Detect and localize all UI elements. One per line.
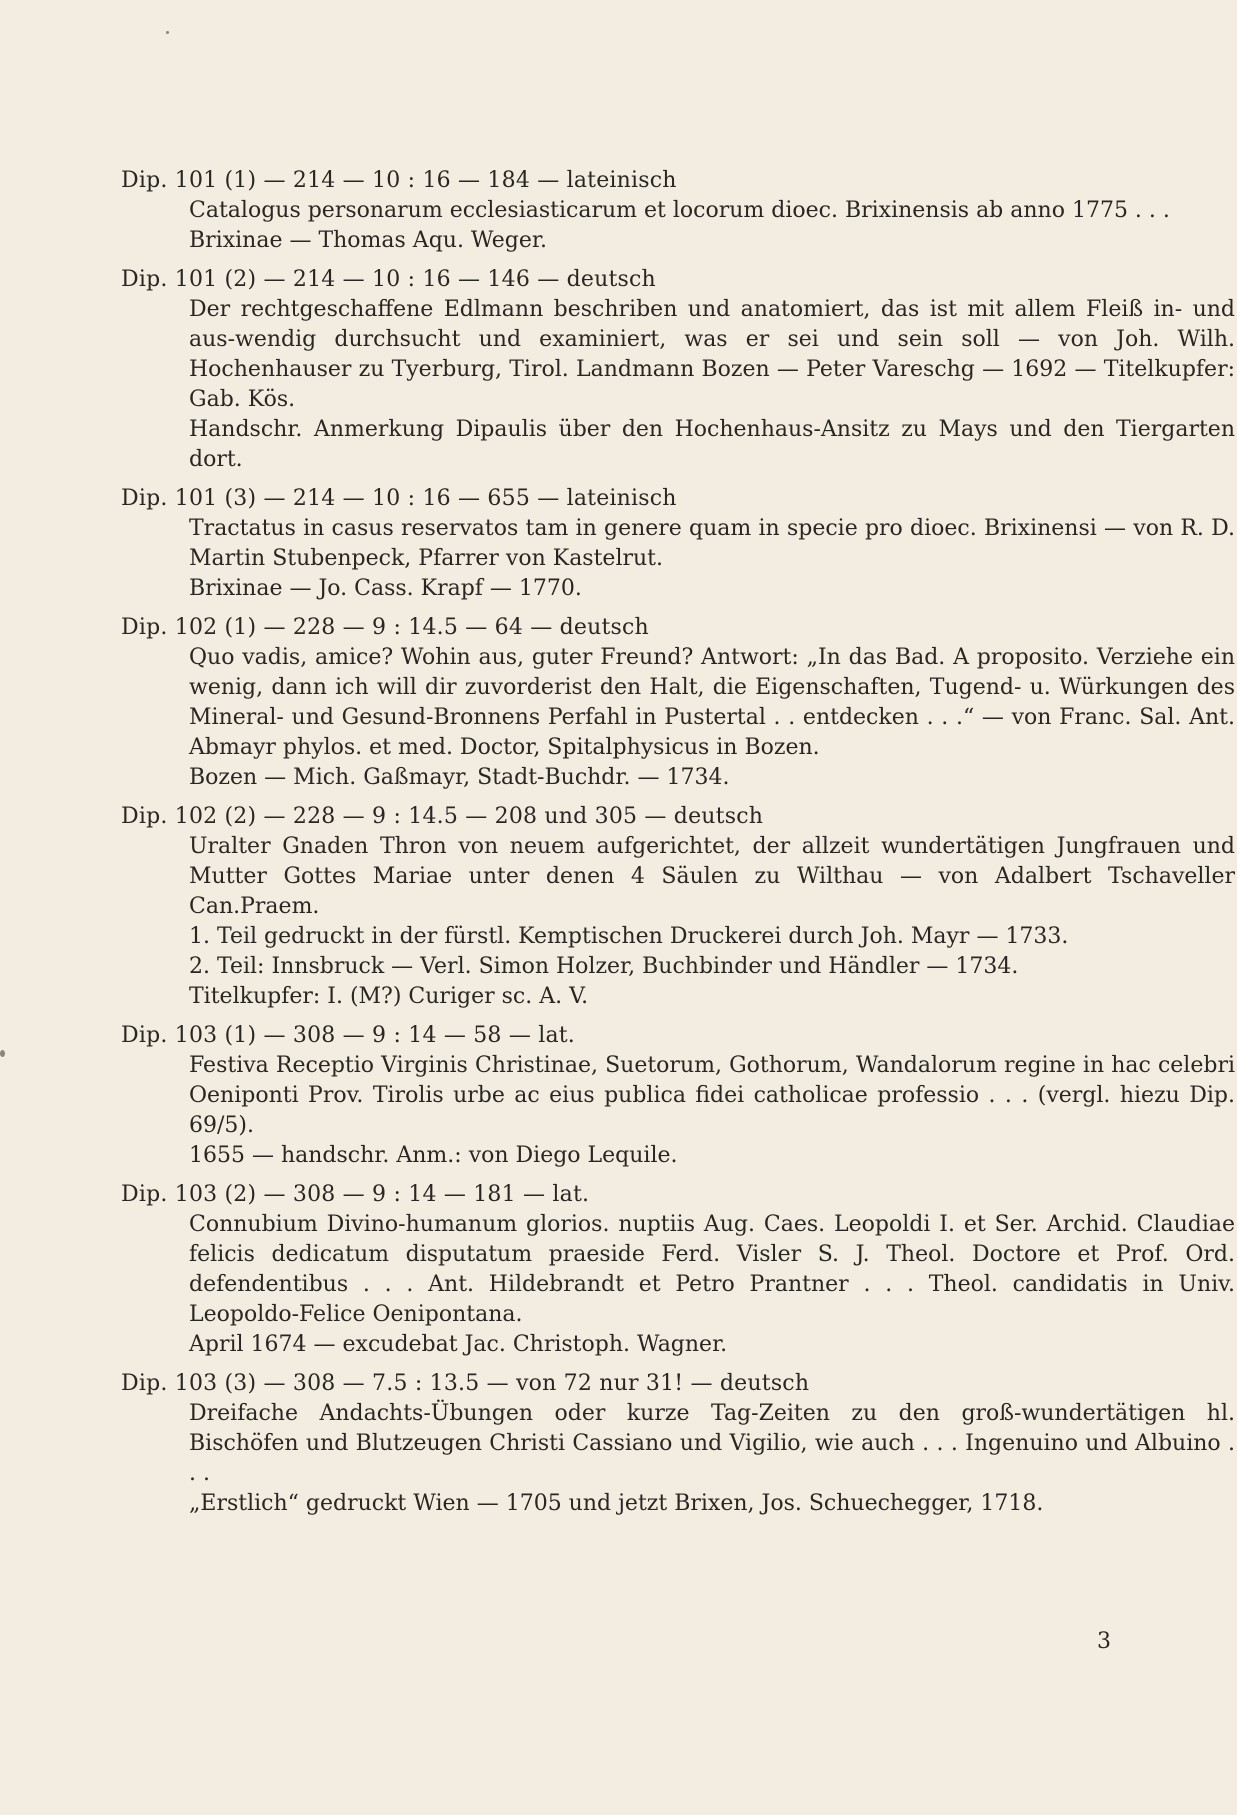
- description-paragraph: „Erstlich“ gedruckt Wien — 1705 und jetzt Brixen, Jos. Schuechegger, 1718.: [189, 1491, 1044, 1516]
- catalog-entry: [121, 484, 1235, 604]
- shelfmark-line: Dip. 103 (3) — 308 — 7.5 : 13.5 — von 72 nur 31! — deutsch: [121, 1371, 810, 1396]
- page-number: 3: [1097, 1629, 1111, 1654]
- description-paragraph: Tractatus in casus reservatos tam in genere quam in specie pro dioec. Brixinensi — von R. D. Martin Stubenpeck, Pfarrer von Kastelrut.: [189, 516, 1235, 571]
- entry-description: [189, 1210, 1235, 1360]
- description-paragraph: 1. Teil gedruckt in der fürstl. Kemptischen Druckerei durch Joh. Mayr — 1733.: [189, 924, 1069, 949]
- description-paragraph: Titelkupfer: I. (M?) Curiger sc. A. V.: [189, 984, 589, 1009]
- catalog-entry: [121, 265, 1235, 475]
- description-paragraph: April 1674 — excudebat Jac. Christoph. Wagner.: [189, 1332, 728, 1357]
- catalog-entry: [121, 1021, 1235, 1171]
- description-paragraph: Der rechtgeschaffene Edlmann beschriben und anatomiert, das ist mit allem Fleiß in- und aus-wendig durchsucht und examiniert, was er sei und sein soll — von Joh. Wilh. Hochenhauser zu Tyerburg, Tirol. Landmann Bozen — Peter Vareschg — 1692 — Titelkupfer: Gab. Kös.: [189, 297, 1235, 412]
- description-paragraph: Festiva Receptio Virginis Christinae, Suetorum, Gothorum, Wandalorum regine in hac celebri Oeniponti Prov. Tirolis urbe ac eius publica fidei catholicae professio . . . (vergl. hiezu Dip. 69/5).: [189, 1053, 1235, 1138]
- description-paragraph: Brixinae — Jo. Cass. Krapf — 1770.: [189, 576, 582, 601]
- description-paragraph: Quo vadis, amice? Wohin aus, guter Freund? Antwort: „In das Bad. A proposito. Verziehe ein wenig, dann ich will dir zuvorderist den Halt, die Eigenschaften, Tugend- u. Würkungen des Mineral- und Gesund-Bronnens Perfahl in Pustertal . . entdecken . . .“ — von Franc. Sal. Ant. Abmayr phylos. et med. Doctor, Spitalphysicus in Bozen.: [189, 645, 1235, 760]
- catalog-entry: [121, 802, 1235, 1012]
- entry-description: [189, 1051, 1235, 1171]
- shelfmark-line: Dip. 103 (2) — 308 — 9 : 14 — 181 — lat.: [121, 1182, 590, 1207]
- description-paragraph: Uralter Gnaden Thron von neuem aufgerichtet, der allzeit wundertätigen Jungfrauen und Mutter Gottes Mariae unter denen 4 Säulen zu Wilthau — von Adalbert Tschaveller Can.Praem.: [189, 834, 1235, 919]
- description-paragraph: 2. Teil: Innsbruck — Verl. Simon Holzer, Buchbinder und Händler — 1734.: [189, 954, 1019, 979]
- description-paragraph: Bozen — Mich. Gaßmayr, Stadt-Buchdr. — 1734.: [189, 765, 730, 790]
- description-paragraph: 1655 — handschr. Anm.: von Diego Lequile.: [189, 1143, 678, 1168]
- print-speck: [166, 31, 169, 34]
- entry-description: [189, 832, 1235, 1012]
- print-speck: [0, 1050, 5, 1057]
- description-paragraph: Catalogus personarum ecclesiasticarum et locorum dioec. Brixinensis ab anno 1775 . . .: [189, 198, 1170, 223]
- catalog-entries: [121, 166, 1235, 1528]
- shelfmark-line: Dip. 102 (1) — 228 — 9 : 14.5 — 64 — deutsch: [121, 615, 649, 640]
- catalog-entry: [121, 1180, 1235, 1360]
- entry-description: [189, 514, 1235, 604]
- catalog-entry: [121, 613, 1235, 793]
- description-paragraph: Handschr. Anmerkung Dipaulis über den Hochenhaus-Ansitz zu Mays und den Tiergarten dort.: [189, 417, 1235, 472]
- catalog-entry: [121, 1369, 1235, 1519]
- entry-description: [189, 1399, 1235, 1519]
- shelfmark-line: Dip. 101 (3) — 214 — 10 : 16 — 655 — lateinisch: [121, 486, 677, 511]
- catalog-entry: [121, 166, 1170, 256]
- shelfmark-line: Dip. 102 (2) — 228 — 9 : 14.5 — 208 und 305 — deutsch: [121, 804, 764, 829]
- entry-description: [189, 295, 1235, 475]
- description-paragraph: Dreifache Andachts-Übungen oder kurze Tag-Zeiten zu den groß-wundertätigen hl. Bischöfen und Blutzeugen Christi Cassiano und Vigilio, wie auch . . . Ingenuino und Albuino . . .: [189, 1401, 1235, 1486]
- description-paragraph: Brixinae — Thomas Aqu. Weger.: [189, 228, 547, 253]
- description-paragraph: Connubium Divino-humanum glorios. nuptiis Aug. Caes. Leopoldi I. et Ser. Archid. Claudiae felicis dedicatum disputatum praeside Ferd. Visler S. J. Theol. Doctore et Prof. Ord. defendentibus . . . Ant. Hildebrandt et Petro Prantner . . . Theol. candidatis in Univ. Leopoldo-Felice Oenipontana.: [189, 1212, 1235, 1327]
- entry-description: [189, 196, 1235, 256]
- entry-description: [189, 643, 1235, 793]
- shelfmark-line: Dip. 101 (2) — 214 — 10 : 16 — 146 — deutsch: [121, 267, 656, 292]
- shelfmark-line: Dip. 101 (1) — 214 — 10 : 16 — 184 — lateinisch: [121, 168, 677, 193]
- shelfmark-line: Dip. 103 (1) — 308 — 9 : 14 — 58 — lat.: [121, 1023, 575, 1048]
